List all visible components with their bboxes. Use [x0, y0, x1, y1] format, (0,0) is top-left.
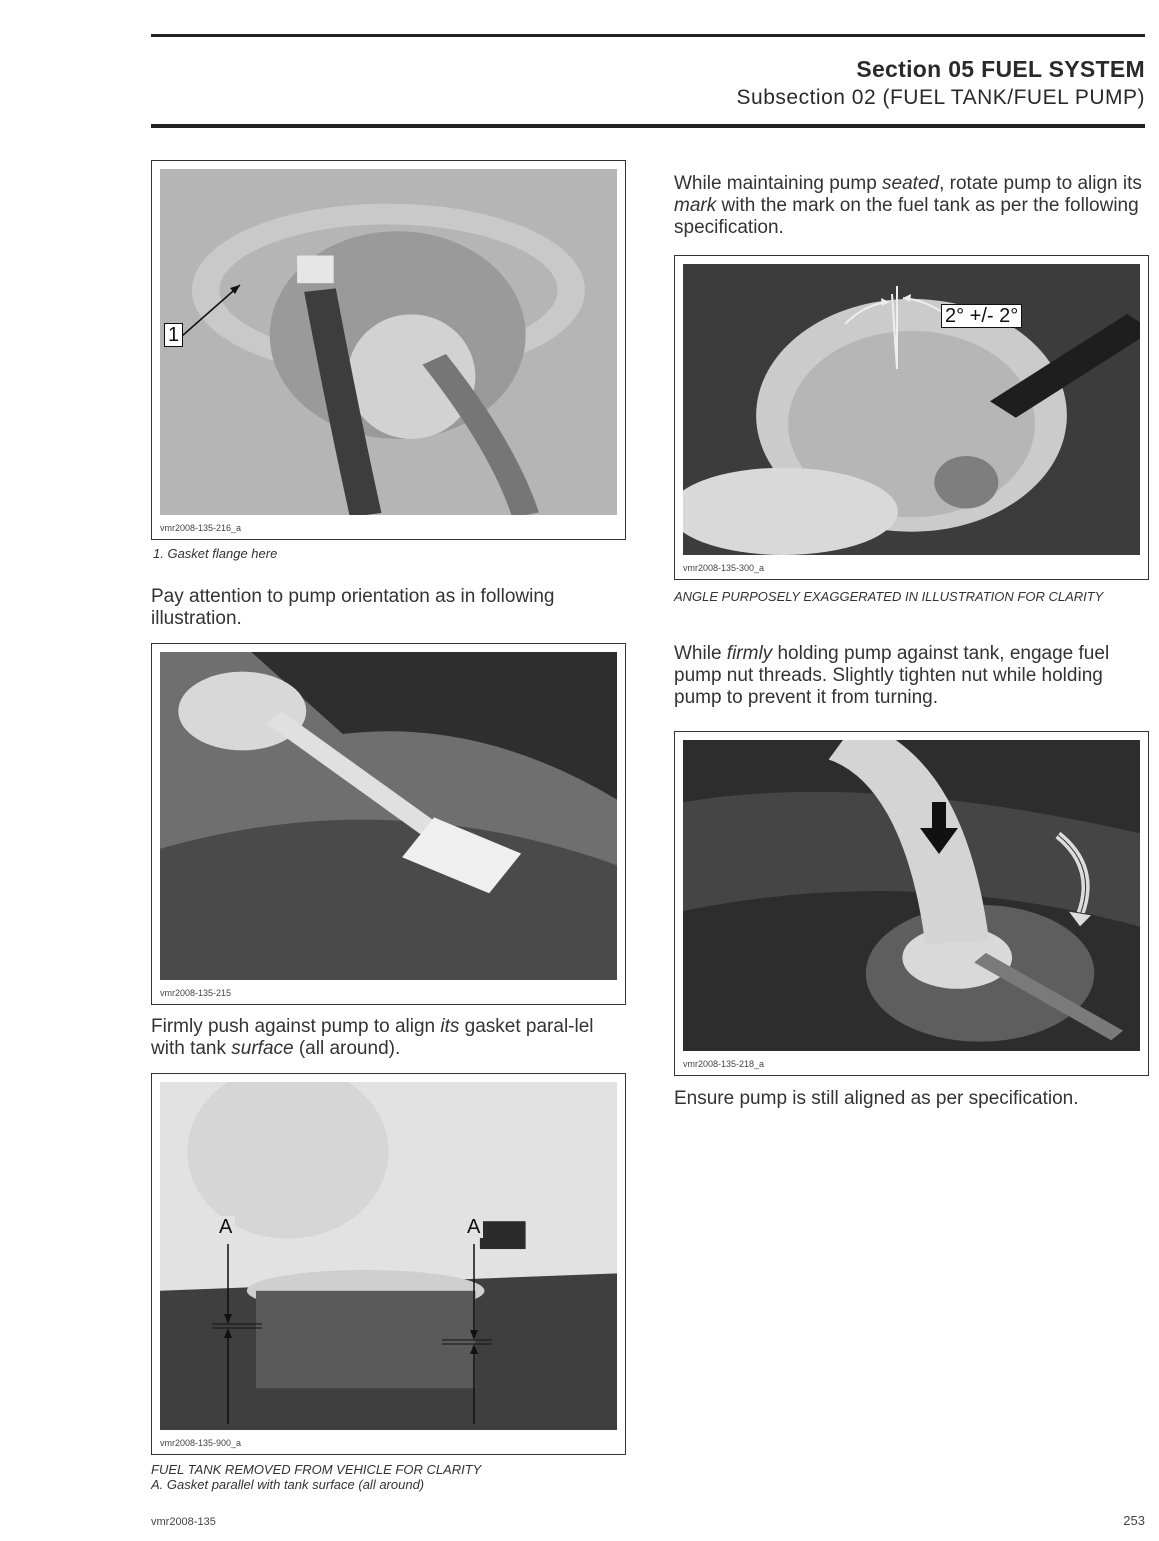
paragraph: While firmly holding pump against tank, engage fuel pump nut threads. Slightly tighten nut while holding pump to prevent it from turning.: [674, 643, 1110, 708]
figure-tighten-nut: [674, 731, 1149, 1076]
header-top-rule: [151, 34, 1145, 37]
figure-caption: ANGLE PURPOSELY EXAGGERATED IN ILLUSTRATION FOR CLARITY: [674, 589, 1104, 604]
angle-indicator: [835, 284, 955, 374]
callout-a-left: A: [216, 1216, 235, 1238]
parallel-indicator-arrows: [212, 1244, 492, 1434]
angle-spec-callout: 2° +/- 2°: [941, 304, 1022, 328]
section-heading: Section 05 FUEL SYSTEM: [856, 56, 1145, 82]
subsection-heading: Subsection 02 (FUEL TANK/FUEL PUMP): [736, 86, 1145, 109]
figure-caption-legend: A. Gasket parallel with tank surface (all around): [151, 1477, 425, 1492]
figure-code: vmr2008-135-215: [160, 988, 232, 998]
figure-caption-title: FUEL TANK REMOVED FROM VEHICLE FOR CLARITY: [151, 1462, 482, 1477]
figure-code: vmr2008-135-218_a: [683, 1059, 765, 1069]
callout-a-right: A: [464, 1216, 483, 1238]
paragraph: While maintaining pump seated, rotate pump to align its mark with the mark on the fuel tank as per the following specification.: [674, 173, 1142, 238]
photo-gasket-flange: [160, 169, 617, 515]
figure-alignment-angle: [674, 255, 1149, 580]
figure-caption: 1. Gasket flange here: [153, 546, 278, 561]
callout-arrow: [172, 271, 252, 341]
photo-pump-orientation: [160, 652, 617, 980]
figure-code: vmr2008-135-300_a: [683, 563, 765, 573]
header-bottom-rule: [151, 124, 1145, 128]
figure-gasket-parallel: [151, 1073, 626, 1455]
callout-1: 1: [164, 323, 183, 347]
paragraph: Firmly push against pump to align its gasket paral-lel with tank surface (all around).: [151, 1016, 594, 1059]
push-down-arrow: [920, 802, 960, 857]
figure-pump-orientation: [151, 643, 626, 1005]
figure-code: vmr2008-135-216_a: [160, 523, 242, 533]
paragraph: Pay attention to pump orientation as in following illustration.: [151, 586, 555, 629]
footer-doc-code: vmr2008-135: [151, 1516, 216, 1528]
rotate-arrow: [1050, 827, 1110, 927]
figure-gasket-flange: [151, 160, 626, 540]
paragraph: Ensure pump is still aligned as per specification.: [674, 1088, 1079, 1109]
figure-code: vmr2008-135-900_a: [160, 1438, 242, 1448]
page-number: 253: [1123, 1513, 1145, 1528]
